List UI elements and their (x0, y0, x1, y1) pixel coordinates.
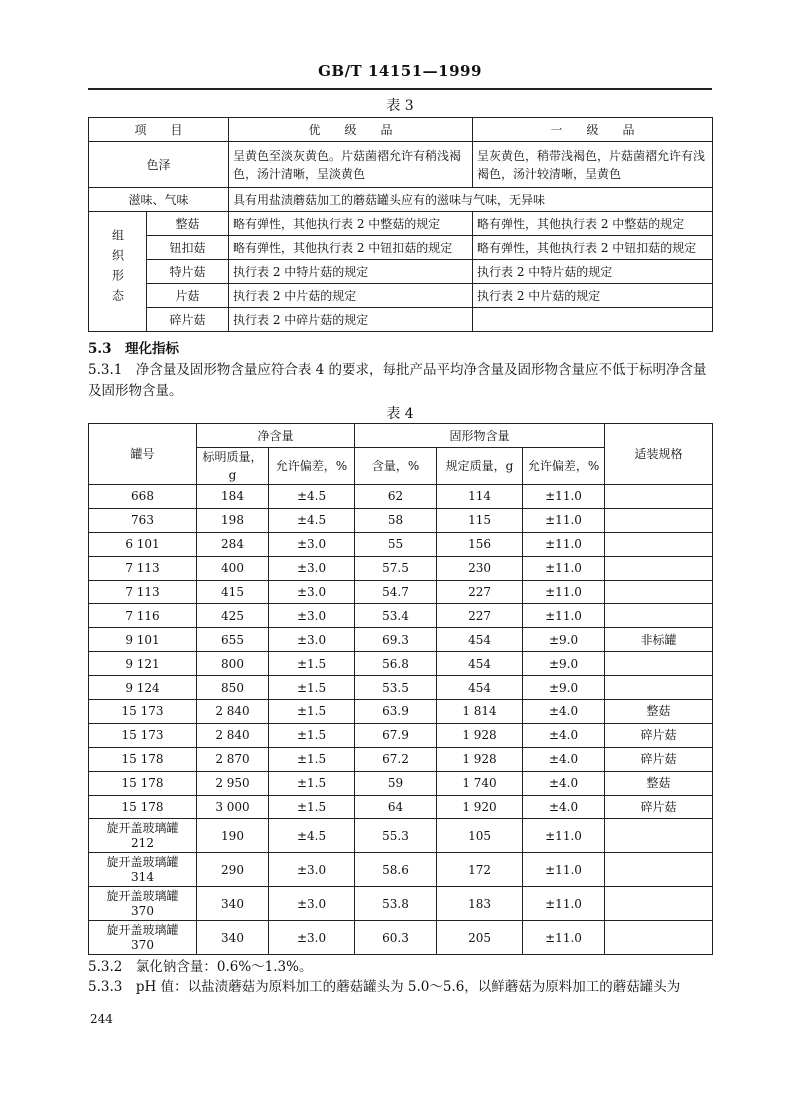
table4-cell-net-mark: 284 (197, 532, 269, 556)
table4-cell-solid-content: 57.5 (355, 556, 437, 580)
table4-cell-can-number: 9 124 (89, 676, 197, 700)
table4-jar-row (89, 819, 713, 853)
table4-body (89, 485, 713, 819)
table4-cell-solid-req: 156 (437, 532, 523, 556)
table4-cell-net-tol: ±3.0 (269, 532, 355, 556)
jar-type-label: 旋开盖玻璃罐 (106, 922, 179, 937)
table4-cell-solid-req: 454 (437, 628, 523, 652)
table4-cell-spec: 碎片菇 (605, 795, 713, 819)
table3-taste-merged: 具有用盐渍蘑菇加工的蘑菇罐头应有的滋味与气味，无异味 (229, 188, 713, 212)
table4-cell-spec: 非标罐 (605, 628, 713, 652)
table4-cell-can-number: 668 (89, 485, 197, 509)
table4-cell-net-mark: 850 (197, 676, 269, 700)
header-rule (88, 88, 712, 90)
para-5-3-2: 5.3.2 氯化钠含量：0.6%～1.3%。 (88, 959, 313, 975)
table4-cell-spec: 整菇 (605, 700, 713, 724)
table4-header-mark: 标明质量，g (197, 448, 269, 485)
table4-cell-solid-content: 67.9 (355, 723, 437, 747)
table3-sub-label: 整菇 (147, 212, 229, 236)
table4-cell-can-number: 15 178 (89, 771, 197, 795)
para-5-3-1: 5.3.1 净含量及固形物含量应符合表 4 的要求，每批产品平均净含量及固形物含量应不低于标明净含量及固形物含量。 (88, 362, 707, 399)
jar-size-label: 370 (131, 903, 154, 918)
table4-cell-solid-tol: ±4.0 (523, 771, 605, 795)
table4-header-tol2: 允许偏差，% (523, 448, 605, 485)
table4-cell-solid-tol: ±4.0 (523, 747, 605, 771)
table3-sub-first: 略有弹性，其他执行表 2 中整菇的规定 (473, 212, 713, 236)
table4-cell-solid-tol: ±9.0 (523, 676, 605, 700)
table3-item-taste: 滋味、气味 (89, 188, 229, 212)
table4-cell-solid-content: 59 (355, 771, 437, 795)
table4-cell-net-tol: ±3.0 (269, 556, 355, 580)
table4-cell-solid-tol: ±11.0 (523, 580, 605, 604)
table4-cell-spec (605, 508, 713, 532)
table4-cell-spec: 碎片菇 (605, 747, 713, 771)
jar-size-label: 314 (131, 869, 154, 884)
table4-cell-spec (605, 819, 713, 853)
jar-type-label: 旋开盖玻璃罐 (106, 854, 179, 869)
table4-cell-solid-req: 105 (437, 819, 523, 853)
table3-sub-first: 执行表 2 中片菇的规定 (473, 284, 713, 308)
table4-cell-jar-can (89, 887, 197, 921)
table4-cell-solid-tol: ±11.0 (523, 556, 605, 580)
table4-header-net: 净含量 (197, 424, 355, 448)
table4-cell-net-tol: ±3.0 (269, 604, 355, 628)
table4-cell-solid-req: 115 (437, 508, 523, 532)
table4-cell-solid-tol: ±11.0 (523, 604, 605, 628)
table4-cell-solid-tol: ±9.0 (523, 628, 605, 652)
table4-cell-net-tol: ±1.5 (269, 676, 355, 700)
table4-cell-solid-req: 1 814 (437, 700, 523, 724)
table4-jar-body (89, 819, 713, 955)
table4-cell-can-number: 9 101 (89, 628, 197, 652)
table4-cell-net-tol: ±4.5 (269, 485, 355, 509)
table4-cell-net-mark: 340 (197, 921, 269, 955)
table4-cell-solid-tol: ±4.0 (523, 723, 605, 747)
table4-cell-solid-tol: ±4.0 (523, 700, 605, 724)
table3-header-premium: 优 级 品 (229, 118, 473, 142)
table4-cell-jar-can (89, 853, 197, 887)
table4-cell-net-mark: 400 (197, 556, 269, 580)
table3-item-color: 色泽 (89, 142, 229, 188)
table4-cell-net-tol: ±1.5 (269, 700, 355, 724)
table4-cell-solid-req: 114 (437, 485, 523, 509)
table4-header-tol: 允许偏差，% (269, 448, 355, 485)
table4-header-can: 罐号 (89, 424, 197, 485)
table4-header-content: 含量，% (355, 448, 437, 485)
table4-cell-solid-content: 54.7 (355, 580, 437, 604)
table4-cell-solid-tol: ±11.0 (523, 532, 605, 556)
jar-size-label: 212 (131, 835, 154, 850)
table3-sub-label: 钮扣菇 (147, 236, 229, 260)
para-5-3-3: 5.3.3 pH 值：以盐渍蘑菇为原料加工的蘑菇罐头为 5.0～5.6，以鲜蘑菇为原料加工的蘑菇罐头为 (88, 979, 681, 995)
table4-cell-solid-req: 230 (437, 556, 523, 580)
table4-cell-spec (605, 921, 713, 955)
table4-cell-solid-req: 183 (437, 887, 523, 921)
table4-cell-net-mark: 198 (197, 508, 269, 532)
table4-row (89, 747, 713, 771)
table4-cell-solid-tol: ±11.0 (523, 485, 605, 509)
table4-cell-net-mark: 2 870 (197, 747, 269, 771)
table4-cell-net-tol: ±4.5 (269, 819, 355, 853)
table3-sub-premium: 略有弹性，其他执行表 2 中整菇的规定 (229, 212, 473, 236)
table4-row (89, 676, 713, 700)
table4-cell-solid-req: 172 (437, 853, 523, 887)
table4-cell-spec (605, 676, 713, 700)
table4-row (89, 485, 713, 509)
table4-caption: 表 4 (386, 406, 414, 422)
table4-cell-solid-content: 53.5 (355, 676, 437, 700)
table4-row (89, 723, 713, 747)
table4-cell-net-mark: 2 840 (197, 723, 269, 747)
table4-cell-solid-tol: ±11.0 (523, 819, 605, 853)
table4-row (89, 508, 713, 532)
table3-sub-premium: 略有弹性，其他执行表 2 中钮扣菇的规定 (229, 236, 473, 260)
table4-cell-solid-req: 205 (437, 921, 523, 955)
table4-cell-solid-req: 454 (437, 652, 523, 676)
table4-cell-solid-tol: ±11.0 (523, 508, 605, 532)
table4-cell-net-mark: 655 (197, 628, 269, 652)
table4-cell-solid-tol: ±11.0 (523, 921, 605, 955)
table4-cell-solid-content: 69.3 (355, 628, 437, 652)
table4-header-req: 规定质量，g (437, 448, 523, 485)
table4-cell-spec (605, 887, 713, 921)
table4-cell-solid-content: 64 (355, 795, 437, 819)
table4-cell-can-number: 7 116 (89, 604, 197, 628)
section-5-3-heading: 5.3 理化指标 (88, 341, 179, 357)
table3-sub-premium: 执行表 2 中特片菇的规定 (229, 260, 473, 284)
table4-cell-solid-req: 454 (437, 676, 523, 700)
table4-cell-can-number: 15 173 (89, 700, 197, 724)
table4-cell-net-tol: ±3.0 (269, 921, 355, 955)
table4-cell-net-tol: ±3.0 (269, 628, 355, 652)
table4 (88, 423, 713, 955)
table4-cell-spec (605, 532, 713, 556)
table4-cell-spec (605, 556, 713, 580)
table4-cell-spec (605, 853, 713, 887)
table3-color-first: 呈灰黄色，稍带浅褐色，片菇菌褶允许有浅褐色，汤汁较清晰，呈黄色 (473, 142, 713, 188)
table4-row (89, 795, 713, 819)
table4-cell-net-tol: ±3.0 (269, 853, 355, 887)
table4-cell-spec (605, 652, 713, 676)
table4-cell-spec: 整菇 (605, 771, 713, 795)
table4-header-spec: 适装规格 (605, 424, 713, 485)
table4-cell-net-mark: 190 (197, 819, 269, 853)
table3-sub-first: 执行表 2 中特片菇的规定 (473, 260, 713, 284)
table4-cell-solid-content: 67.2 (355, 747, 437, 771)
table4-cell-solid-content: 58 (355, 508, 437, 532)
table3 (88, 117, 713, 332)
table4-cell-net-tol: ±3.0 (269, 887, 355, 921)
table4-cell-solid-content: 60.3 (355, 921, 437, 955)
table4-cell-solid-req: 1 928 (437, 723, 523, 747)
table4-cell-solid-content: 55.3 (355, 819, 437, 853)
table4-cell-can-number: 15 173 (89, 723, 197, 747)
table4-cell-net-tol: ±1.5 (269, 723, 355, 747)
table4-row (89, 580, 713, 604)
table4-row (89, 532, 713, 556)
table4-row (89, 628, 713, 652)
table3-sub-first: 略有弹性，其他执行表 2 中钮扣菇的规定 (473, 236, 713, 260)
table4-cell-net-mark: 184 (197, 485, 269, 509)
table4-cell-solid-content: 58.6 (355, 853, 437, 887)
table4-cell-solid-req: 1 740 (437, 771, 523, 795)
table4-jar-row (89, 853, 713, 887)
table4-cell-net-mark: 2 840 (197, 700, 269, 724)
table4-row (89, 556, 713, 580)
table4-cell-jar-can (89, 921, 197, 955)
table4-cell-can-number: 15 178 (89, 747, 197, 771)
table4-cell-spec (605, 604, 713, 628)
table4-cell-net-mark: 425 (197, 604, 269, 628)
table4-cell-jar-can (89, 819, 197, 853)
table4-cell-solid-content: 53.8 (355, 887, 437, 921)
table3-group-label: 组织形态 (89, 212, 147, 332)
table4-cell-net-tol: ±1.5 (269, 747, 355, 771)
table4-header-solid: 固形物含量 (355, 424, 605, 448)
table4-cell-net-tol: ±3.0 (269, 580, 355, 604)
table3-sub-first (473, 308, 713, 332)
table4-cell-can-number: 15 178 (89, 795, 197, 819)
table3-header-item: 项 目 (89, 118, 229, 142)
table4-cell-net-tol: ±1.5 (269, 795, 355, 819)
table3-sub-label: 碎片菇 (147, 308, 229, 332)
table4-cell-net-tol: ±1.5 (269, 771, 355, 795)
table3-header-first: 一 级 品 (473, 118, 713, 142)
jar-type-label: 旋开盖玻璃罐 (106, 820, 179, 835)
table4-cell-spec (605, 580, 713, 604)
table4-cell-solid-tol: ±11.0 (523, 887, 605, 921)
table4-cell-solid-content: 62 (355, 485, 437, 509)
table4-cell-net-tol: ±1.5 (269, 652, 355, 676)
table4-cell-net-mark: 3 000 (197, 795, 269, 819)
table4-cell-solid-content: 56.8 (355, 652, 437, 676)
table4-cell-net-tol: ±4.5 (269, 508, 355, 532)
table4-cell-solid-content: 53.4 (355, 604, 437, 628)
table3-sub-label: 特片菇 (147, 260, 229, 284)
table4-cell-can-number: 7 113 (89, 580, 197, 604)
table3-sub-label: 片菇 (147, 284, 229, 308)
table4-cell-can-number: 9 121 (89, 652, 197, 676)
table4-cell-solid-tol: ±4.0 (523, 795, 605, 819)
table3-caption: 表 3 (386, 98, 414, 114)
table4-cell-solid-req: 1 920 (437, 795, 523, 819)
table4-cell-solid-content: 55 (355, 532, 437, 556)
document-header: GB/T 14151—1999 (318, 62, 482, 80)
table4-cell-can-number: 763 (89, 508, 197, 532)
page-number: 244 (90, 1012, 113, 1026)
table4-jar-row (89, 921, 713, 955)
table4-cell-solid-req: 227 (437, 580, 523, 604)
table4-cell-net-mark: 340 (197, 887, 269, 921)
table4-cell-net-mark: 415 (197, 580, 269, 604)
table4-row (89, 771, 713, 795)
table4-jar-row (89, 887, 713, 921)
table4-cell-net-mark: 800 (197, 652, 269, 676)
jar-size-label: 370 (131, 937, 154, 952)
table4-cell-can-number: 6 101 (89, 532, 197, 556)
table4-cell-spec: 碎片菇 (605, 723, 713, 747)
table4-row (89, 652, 713, 676)
table4-row (89, 700, 713, 724)
table4-cell-solid-tol: ±11.0 (523, 853, 605, 887)
table3-sub-premium: 执行表 2 中片菇的规定 (229, 284, 473, 308)
table4-cell-solid-tol: ±9.0 (523, 652, 605, 676)
table3-color-premium: 呈黄色至淡灰黄色。片菇菌褶允许有稍浅褐色，汤汁清晰，呈淡黄色 (229, 142, 473, 188)
table4-cell-solid-req: 227 (437, 604, 523, 628)
table4-cell-net-mark: 290 (197, 853, 269, 887)
table4-cell-solid-content: 63.9 (355, 700, 437, 724)
table4-cell-net-mark: 2 950 (197, 771, 269, 795)
jar-type-label: 旋开盖玻璃罐 (106, 888, 179, 903)
table3-sub-premium: 执行表 2 中碎片菇的规定 (229, 308, 473, 332)
table4-row (89, 604, 713, 628)
table4-cell-solid-req: 1 928 (437, 747, 523, 771)
table4-cell-can-number: 7 113 (89, 556, 197, 580)
table4-cell-spec (605, 485, 713, 509)
